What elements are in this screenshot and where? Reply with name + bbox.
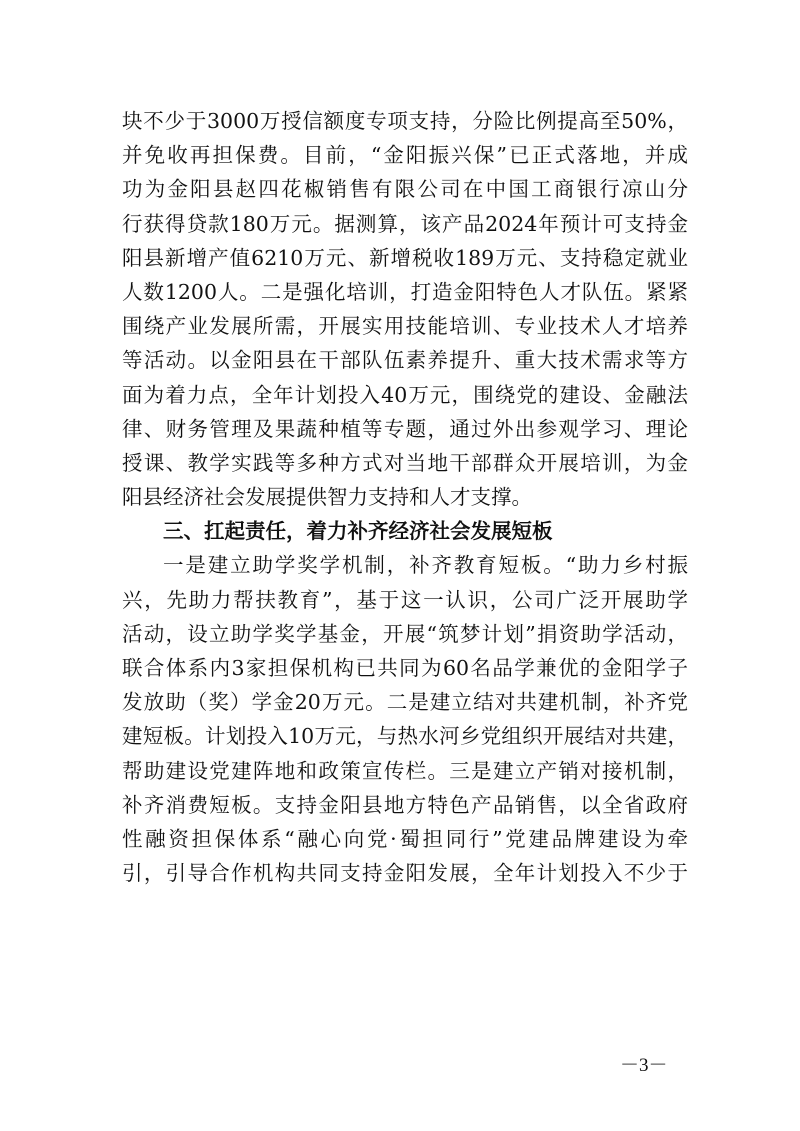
section-heading: 三、扛起责任，着力补齐经济社会发展短板 — [163, 519, 553, 544]
paragraph-line: 块不少于3000万授信额度专项支持，分险比例提高至50%， — [122, 109, 688, 133]
body-text — [122, 104, 688, 890]
paragraph-line: 面为着力点，全年计划投入40万元，围绕党的建设、金融法 — [122, 382, 688, 407]
paragraph-line: 行获得贷款180万元。据测算，该产品2024年预计可支持金 — [122, 211, 688, 236]
paragraph-line: 帮助建设党建阵地和政策宣传栏。三是建立产销对接机制， — [122, 758, 688, 783]
paragraph-line: 功为金阳县赵四花椒销售有限公司在中国工商银行凉山分 — [122, 177, 688, 202]
paragraph-line: 并免收再担保费。目前，“金阳振兴保”已正式落地，并成 — [122, 143, 688, 168]
paragraph-line: 授课、教学实践等多种方式对当地干部群众开展培训，为金 — [122, 450, 688, 475]
paragraph-line: 一是建立助学奖学机制，补齐教育短板。“助力乡村振 — [163, 553, 688, 578]
paragraph-line: 联合体系内3家担保机构已共同为60名品学兼优的金阳学子 — [122, 656, 688, 680]
paragraph-line: 发放助（奖）学金20万元。二是建立结对共建机制，补齐党 — [122, 690, 688, 715]
paragraph-line: 兴，先助力帮扶教育”，基于这一认识，公司广泛开展助学 — [122, 587, 688, 612]
paragraph-line: 引，引导合作机构共同支持金阳发展，全年计划投入不少于 — [122, 861, 688, 886]
paragraph-line: 阳县新增产值6210万元、新增税收189万元、支持稳定就业 — [122, 245, 688, 270]
paragraph-line: 人数1200人。二是强化培训，打造金阳特色人才队伍。紧紧 — [122, 279, 688, 304]
paragraph-line: 围绕产业发展所需，开展实用技能培训、专业技术人才培养 — [122, 314, 688, 339]
page-number: －3－ — [620, 1055, 668, 1076]
paragraph-line: 性融资担保体系“融心向党·蜀担同行”党建品牌建设为牵 — [122, 826, 688, 851]
paragraph-line: 活动，设立助学奖学基金，开展“筑梦计划”捐资助学活动， — [122, 621, 688, 646]
paragraph-line: 建短板。计划投入10万元，与热水河乡党组织开展结对共建， — [122, 724, 688, 749]
paragraph-line: 律、财务管理及果蔬种植等专题，通过外出参观学习、理论 — [122, 416, 688, 441]
paragraph-line: 等活动。以金阳县在干部队伍素养提升、重大技术需求等方 — [122, 348, 688, 373]
paragraph-line: 补齐消费短板。支持金阳县地方特色产品销售，以全省政府 — [122, 792, 688, 817]
paragraph-line: 阳县经济社会发展提供智力支持和人才支撑。 — [122, 485, 532, 510]
